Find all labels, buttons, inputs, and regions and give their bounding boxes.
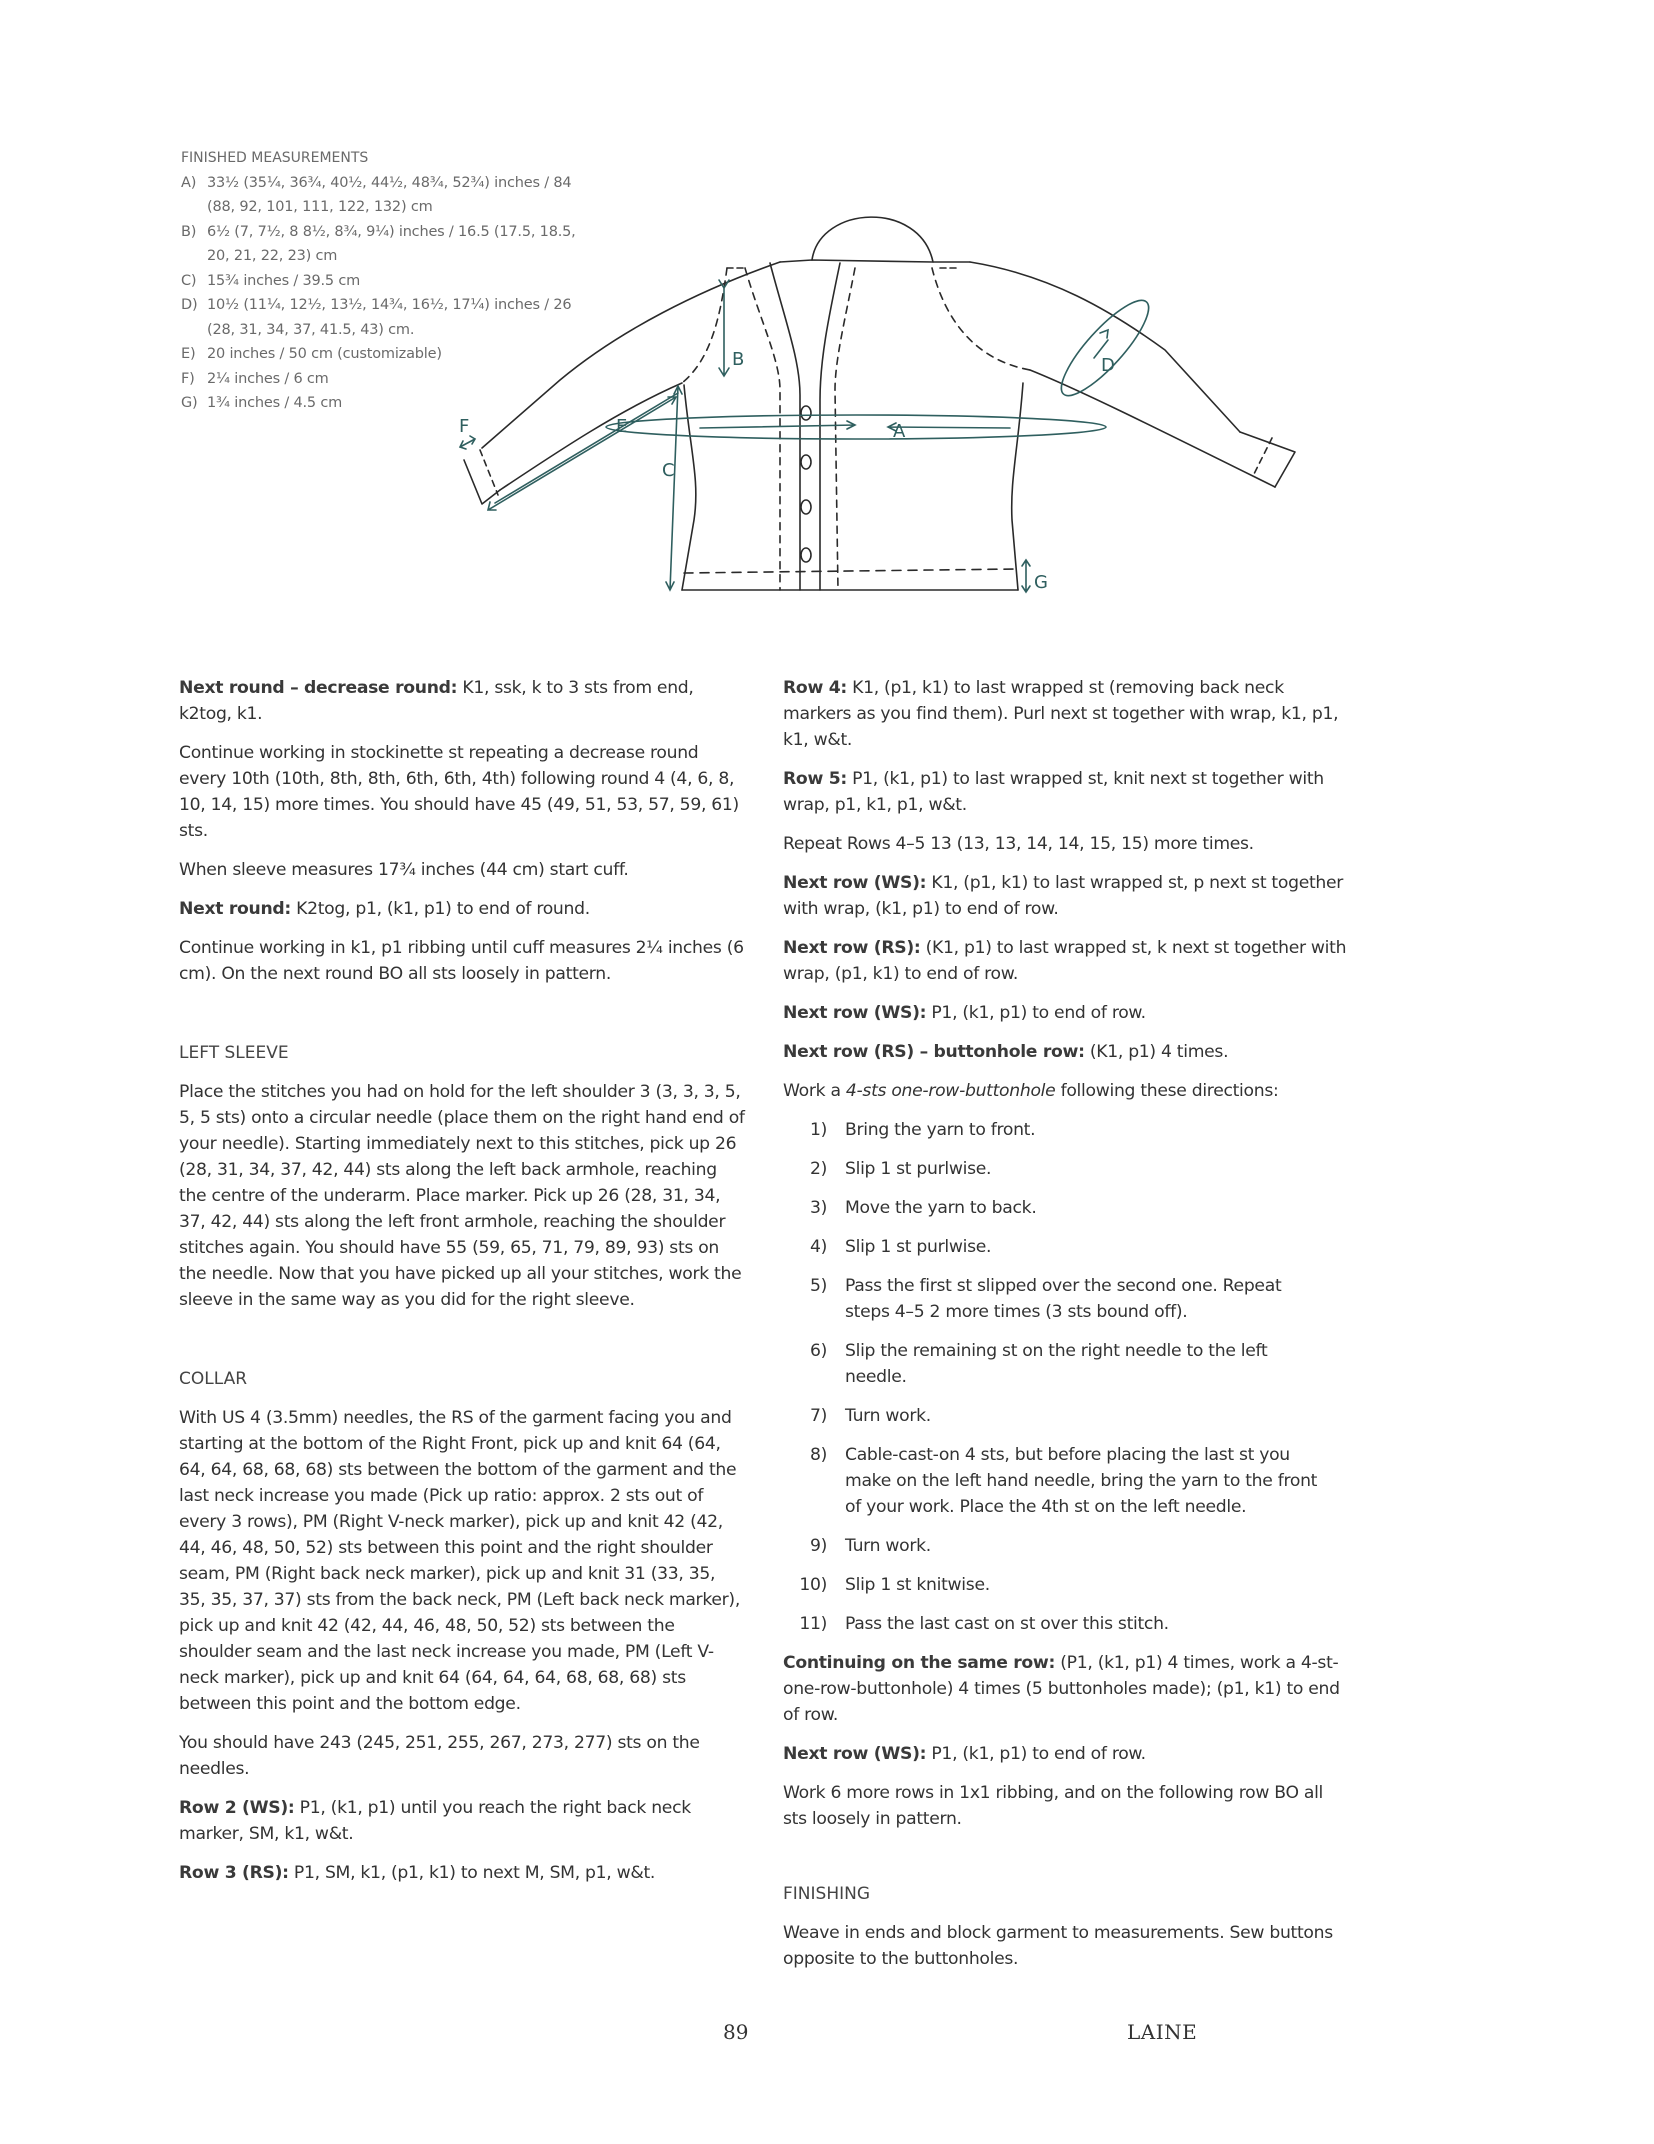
d-arrow — [1094, 330, 1108, 358]
step-text: Turn work. — [845, 1536, 931, 1556]
next-round-instruction — [179, 896, 745, 922]
left-column — [179, 675, 745, 1899]
next-row-ws-instruction — [783, 1741, 1348, 1767]
row-3-instruction — [179, 1860, 745, 1886]
instruction-label: Next row (RS) – buttonhole row: — [783, 1042, 1085, 1062]
step-number: 5) — [809, 1276, 827, 1296]
instruction-text: P1, (k1, p1) to end of row. — [926, 1744, 1146, 1764]
label-g: G — [1034, 572, 1048, 593]
button — [801, 500, 811, 514]
list-item — [783, 1117, 1348, 1143]
label-a: A — [893, 421, 906, 442]
step-text: Turn work. — [845, 1406, 931, 1426]
measurement-value: 10½ (11¼, 12½, 13½, 14¾, 16½, 17¼) inches / 26 (28, 31, 34, 37, 41.5, 43) cm. — [207, 297, 572, 338]
e-arrow-parallel — [495, 393, 678, 503]
step-number: 8) — [809, 1445, 827, 1465]
step-text: Slip the remaining st on the right needle to the left needle. — [845, 1341, 1268, 1387]
measurement-value: 6½ (7, 7½, 8 8½, 8¾, 9¼) inches / 16.5 (17.5, 18.5, 20, 21, 22, 23) cm — [207, 223, 576, 264]
instruction-text: K1, (p1, k1) to last wrapped st, p next st together with wrap, (k1, p1) to end of row. — [783, 873, 1344, 919]
f-arrow — [460, 436, 475, 449]
measurement-value: 20 inches / 50 cm (customizable) — [207, 346, 442, 362]
step-number: 7) — [809, 1406, 827, 1426]
instruction-label: Continuing on the same row: — [783, 1653, 1056, 1673]
list-item — [783, 1403, 1348, 1429]
step-text: Cable-cast-on 4 sts, but before placing the last st you make on the left hand needle, bring the yarn to the front of your work. Place the 4th st on the left needle. — [845, 1445, 1318, 1517]
row-5-instruction — [783, 766, 1348, 818]
v-neck-left-outer — [745, 268, 780, 590]
list-item — [783, 1234, 1348, 1260]
finishing-paragraph: Weave in ends and block garment to measurements. Sew buttons opposite to the buttonholes. — [783, 1923, 1333, 1969]
c-arrow — [666, 386, 682, 590]
next-row-rs-instruction — [783, 935, 1348, 987]
right-sleeve-top — [970, 262, 1240, 432]
step-number: 2) — [809, 1159, 827, 1179]
collar-back — [812, 217, 933, 262]
next-row-ws-instruction — [783, 1000, 1348, 1026]
measurement-key: G) — [181, 395, 198, 411]
instruction-text: (K1, p1) to last wrapped st, k next st together with wrap, (p1, k1) to end of row. — [783, 938, 1347, 984]
instruction-label: Row 2 (WS): — [179, 1798, 295, 1818]
body-right-side — [1012, 383, 1023, 590]
cuff-ribbing-paragraph: Continue working in k1, p1 ribbing until cuff measures 2¼ inches (6 cm). On the next round BO all sts loosely in pattern. — [179, 938, 744, 984]
instruction-label: Next round: — [179, 899, 291, 919]
list-item — [783, 1533, 1348, 1559]
measurement-key: C) — [181, 272, 197, 289]
step-text: Slip 1 st purlwise. — [845, 1159, 992, 1179]
left-cuff-seam — [480, 450, 498, 495]
left-sleeve-bottom — [500, 383, 682, 490]
instruction-text: P1, SM, k1, (p1, k1) to next M, SM, p1, w&t. — [288, 1863, 656, 1883]
instruction-text: P1, (k1, p1) until you reach the right back neck marker, SM, k1, w&t. — [179, 1798, 691, 1844]
measurement-value: 1¾ inches / 4.5 cm — [207, 395, 343, 411]
repeat-rows-paragraph: Repeat Rows 4–5 13 (13, 13, 14, 14, 15, 15) more times. — [783, 834, 1254, 854]
list-item — [783, 1195, 1348, 1221]
left-cuff — [464, 460, 500, 504]
label-e: E — [616, 416, 628, 437]
measurement-value: 33½ (35¼, 36¾, 40½, 44½, 48¾, 52¾) inches / 84 (88, 92, 101, 111, 122, 132) cm — [207, 174, 572, 215]
instruction-label: Next row (WS): — [783, 873, 927, 893]
collar-heading: COLLAR — [179, 1369, 248, 1389]
label-c: C — [662, 460, 675, 481]
shoulder-line — [780, 260, 970, 262]
left-sleeve-paragraph: Place the stitches you had on hold for the left shoulder 3 (3, 3, 3, 5, 5, 5 sts) onto a circular needle (place them on the right hand end of your needle). Starting immediately next to this stitches, pick up 26 (28, 31, 34, 37, 42, 44) sts along the left back armhole, reaching the centre of the underarm. Place marker. Pick up 26 (28, 31, 34, 37, 42, 44) sts along the left front armhole, reaching the shoulder stitches again. You should have 55 (59, 65, 71, 79, 89, 93) sts on the needle. Now that you have picked up all your stitches, work the sleeve in the same way as you did for the right sleeve. — [179, 1082, 745, 1310]
decrease-round-instruction — [179, 675, 745, 727]
g-arrow — [1022, 560, 1030, 592]
step-number: 3) — [809, 1198, 827, 1218]
step-number: 9) — [809, 1536, 827, 1556]
finishing-heading: FINISHING — [783, 1884, 871, 1904]
right-cuff — [1240, 432, 1295, 487]
measurements-title: FINISHED MEASUREMENTS — [181, 150, 369, 166]
list-item — [783, 1273, 1348, 1325]
instruction-text: P1, (k1, p1) to last wrapped st, knit next st together with wrap, p1, k1, p1, w&t. — [783, 769, 1324, 815]
hem-ribbing-line — [684, 569, 1016, 573]
right-armhole — [932, 268, 1030, 370]
label-d: D — [1101, 355, 1115, 376]
stockinette-paragraph: Continue working in stockinette st repeating a decrease round every 10th (10th, 8th, 8th, 6th, 6th, 4th) following round 4 (4, 6, 8, 10, 14, 15) more times. You should have 45 (49, 51, 53, 57, 59, 61) sts. — [179, 743, 739, 841]
v-neck-right-outer — [835, 268, 855, 590]
button — [801, 455, 811, 469]
step-number: 1) — [809, 1120, 827, 1140]
step-text: Pass the last cast on st over this stitch. — [845, 1614, 1169, 1634]
collar-paragraph: With US 4 (3.5mm) needles, the RS of the garment facing you and starting at the bottom of the Right Front, pick up and knit 64 (64, 64, 64, 68, 68, 68) sts between the bottom of the garment and the last neck increase you made (Pick up ratio: approx. 2 sts out of every 3 rows), PM (Right V-neck marker), pick up and knit 42 (42, 44, 46, 48, 50, 52) sts between this point and the right shoulder seam, PM (Right back neck marker), pick up and knit 31 (33, 35, 35, 35, 37, 37) sts from the back neck, PM (Left back neck marker), pick up and knit 42 (42, 44, 46, 48, 50, 52) sts between the shoulder seam and the last neck increase you made, PM (Left V-neck marker), pick up and knit 64 (64, 64, 64, 68, 68, 68) sts between this point and the bottom edge. — [179, 1408, 740, 1714]
measurement-value: 2¼ inches / 6 cm — [207, 370, 329, 387]
sleeve-length-paragraph: When sleeve measures 17¾ inches (44 cm) start cuff. — [179, 860, 629, 880]
instruction-label: Next row (RS): — [783, 938, 921, 958]
step-text: Move the yarn to back. — [845, 1198, 1037, 1218]
step-text: Slip 1 st purlwise. — [845, 1237, 992, 1257]
list-item — [783, 1338, 1348, 1390]
step-number: 11) — [799, 1614, 827, 1634]
step-number: 4) — [809, 1237, 827, 1257]
label-b: B — [732, 349, 745, 370]
instruction-label: Next row (WS): — [783, 1003, 927, 1023]
measurement-key: D) — [181, 297, 198, 313]
buttonhole-steps-list — [783, 1117, 1348, 1637]
instruction-text: (K1, p1) 4 times. — [1084, 1042, 1229, 1062]
button — [801, 406, 811, 420]
list-item — [783, 1156, 1348, 1182]
list-item — [783, 1442, 1348, 1520]
e-arrow — [488, 397, 676, 510]
collar-total-paragraph: You should have 243 (245, 251, 255, 267, 273, 277) sts on the needles. — [179, 1733, 700, 1779]
chest-ellipse — [606, 415, 1106, 439]
ribbing-bind-off-paragraph: Work 6 more rows in 1x1 ribbing, and on the following row BO all sts loosely in pattern. — [783, 1783, 1324, 1829]
cardigan-schematic-diagram — [440, 200, 1440, 620]
measurement-key: B) — [181, 223, 197, 240]
step-text: Bring the yarn to front. — [845, 1120, 1036, 1140]
instruction-text: K1, ssk, k to 3 sts from end, k2tog, k1. — [179, 678, 694, 724]
right-column — [783, 675, 1348, 1985]
measurement-key: A) — [181, 174, 197, 191]
a-arrow-left — [700, 421, 855, 429]
instruction-text: P1, (k1, p1) to end of row. — [926, 1003, 1146, 1023]
intro-text: Work a — [783, 1081, 846, 1101]
next-row-ws-instruction — [783, 870, 1348, 922]
instruction-text: K2tog, p1, (k1, p1) to end of round. — [290, 899, 590, 919]
buttonhole-intro — [783, 1078, 1348, 1104]
measurement-key: F) — [181, 370, 195, 387]
a-arrow-right — [888, 423, 1010, 431]
page-number: 89 — [723, 2020, 749, 2044]
instruction-label: Next round – decrease round: — [179, 678, 458, 698]
list-item — [783, 1572, 1348, 1598]
instruction-text: (P1, (k1, p1) 4 times, work a 4-st-one-row-buttonhole) 4 times (5 buttonholes made); (p1, k1) to end of row. — [783, 1653, 1340, 1725]
label-f: F — [459, 416, 470, 437]
measurement-value: 15¾ inches / 39.5 cm — [207, 272, 361, 289]
continuing-row-instruction — [783, 1650, 1348, 1728]
row-2-instruction — [179, 1795, 745, 1847]
step-number: 10) — [799, 1575, 827, 1595]
instruction-label: Row 4: — [783, 678, 847, 698]
left-sleeve-heading: LEFT SLEEVE — [179, 1043, 289, 1063]
publication-name: LAINE — [1127, 2020, 1198, 2044]
measurement-key: E) — [181, 346, 196, 362]
button — [801, 548, 811, 562]
d-ellipse — [1050, 290, 1160, 406]
instruction-label: Row 5: — [783, 769, 847, 789]
intro-text: following these directions: — [1055, 1081, 1279, 1101]
instruction-label: Next row (WS): — [783, 1744, 927, 1764]
step-text: Pass the first st slipped over the second one. Repeat steps 4–5 2 more times (3 sts bound off). — [845, 1276, 1282, 1322]
buttonhole-row-instruction — [783, 1039, 1348, 1065]
instruction-label: Row 3 (RS): — [179, 1863, 289, 1883]
right-sleeve-bottom — [1030, 370, 1275, 487]
right-cuff-seam — [1253, 438, 1272, 476]
intro-italic: 4-sts one-row-buttonhole — [845, 1081, 1056, 1101]
instruction-text: K1, (p1, k1) to last wrapped st (removing back neck markers as you find them). Purl next st together with wrap, k1, p1, k1, w&t. — [783, 678, 1339, 750]
step-number: 6) — [809, 1341, 827, 1361]
body-left-side — [682, 385, 696, 590]
step-text: Slip 1 st knitwise. — [845, 1575, 990, 1595]
list-item — [783, 1611, 1348, 1637]
b-arrow — [719, 280, 729, 376]
row-4-instruction — [783, 675, 1348, 753]
